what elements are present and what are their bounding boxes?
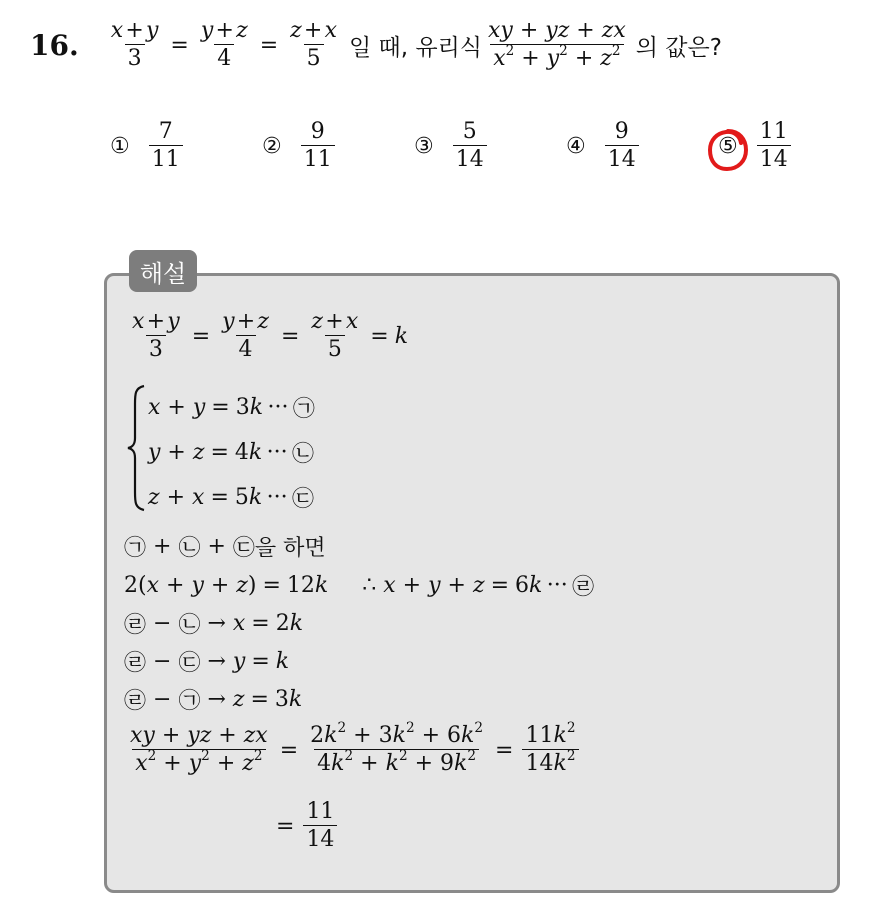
x-marker-a: ㉣ — [124, 613, 147, 638]
solution-line-add: ㉠ + ㉡ + ㉢ 을 하면 — [124, 531, 326, 562]
choice-2-numerator: 9 — [310, 119, 325, 144]
choice-3[interactable] — [414, 120, 490, 172]
x-marker-b: ㉡ — [178, 613, 201, 638]
system-brace-icon — [125, 384, 147, 512]
marker-2: ㉡ — [292, 442, 315, 467]
marker-1: ㉠ — [292, 397, 315, 422]
solution-line-substitute: $\frac{xy + yz + zx}{x^2 + y^2 + z^2}$ = $\frac{2k^2 + 3k^2 + 6k^2}{4k^2 + k^2 + 9k^2}$ = $\frac{11k^2}{14k^2}$ — [124, 724, 582, 776]
solution-line-z: ㉣ − ㉠ → z = 3 k — [124, 684, 302, 715]
add-marker-c: ㉢ — [232, 536, 255, 561]
solution-line-result: = $\frac{11}{14}$ — [270, 800, 340, 852]
question-line — [30, 12, 722, 78]
add-marker-b: ㉡ — [178, 536, 201, 561]
choice-5-numerator: 11 — [759, 119, 788, 144]
y-marker-a: ㉣ — [124, 651, 147, 676]
solution-line-x: ㉣ − ㉡ → x = 2 k — [124, 608, 303, 639]
question-number: 16. — [30, 28, 79, 62]
add-marker-a: ㉠ — [124, 536, 147, 561]
step-text: 을 하면 — [254, 536, 326, 561]
solution-line-sum: 2( x + y + z ) = 12 k ∴ x + y + z = 6 k ··· ㉣ — [124, 570, 594, 601]
system-eq-1: x + y = 3 k ··· ㉠ — [148, 392, 315, 423]
choice-4-mark: ④ — [566, 133, 586, 159]
question-text-when: 일 때, 유리식 — [348, 34, 483, 61]
choice-3-mark: ③ — [414, 133, 434, 159]
solution-label: 해설 — [129, 250, 197, 292]
z-marker-b: ㉠ — [178, 689, 201, 714]
choice-4-denominator: 14 — [605, 145, 639, 172]
choice-3-denominator: 14 — [453, 145, 487, 172]
solution-line-y: ㉣ − ㉢ → y = k — [124, 646, 289, 677]
choice-1[interactable] — [110, 120, 186, 172]
choice-1-mark: ① — [110, 133, 130, 159]
system-eq-3: z + x = 5 k ··· ㉢ — [148, 482, 314, 513]
result-numerator: 11 — [306, 799, 335, 824]
choice-2[interactable] — [262, 120, 338, 172]
choice-1-numerator: 7 — [158, 119, 173, 144]
y-marker-b: ㉢ — [178, 651, 201, 676]
choice-3-numerator: 5 — [462, 119, 477, 144]
choice-5-mark: ⑤ — [718, 133, 738, 159]
marker-3: ㉢ — [292, 487, 315, 512]
z-marker-a: ㉣ — [124, 689, 147, 714]
solution-line-1: $\frac{x + y}{3}$ = $\frac{y + z}{4}$ = $\frac{z + x}{5}$ = k — [132, 309, 409, 363]
result-denominator: 14 — [303, 825, 337, 852]
choice-5-denominator: 14 — [757, 145, 791, 172]
question-text-value: 의 값은? — [635, 34, 722, 61]
question-expression: $\frac{xy + yz + zx}{x^2 + y^2 + z^2}$ — [488, 17, 626, 71]
choice-4[interactable] — [566, 120, 642, 172]
choice-2-denominator: 11 — [301, 145, 335, 172]
choice-4-numerator: 9 — [614, 119, 629, 144]
choice-2-mark: ② — [262, 133, 282, 159]
marker-4: ㉣ — [572, 575, 595, 600]
question-condition: $\frac{x + y}{3}$ = $\frac{y + z}{4}$ = $\frac{z + x}{5}$ — [110, 17, 337, 71]
answer-circle-icon — [706, 127, 750, 173]
system-eq-2: y + z = 4 k ··· ㉡ — [148, 437, 314, 468]
choice-1-denominator: 11 — [149, 145, 183, 172]
